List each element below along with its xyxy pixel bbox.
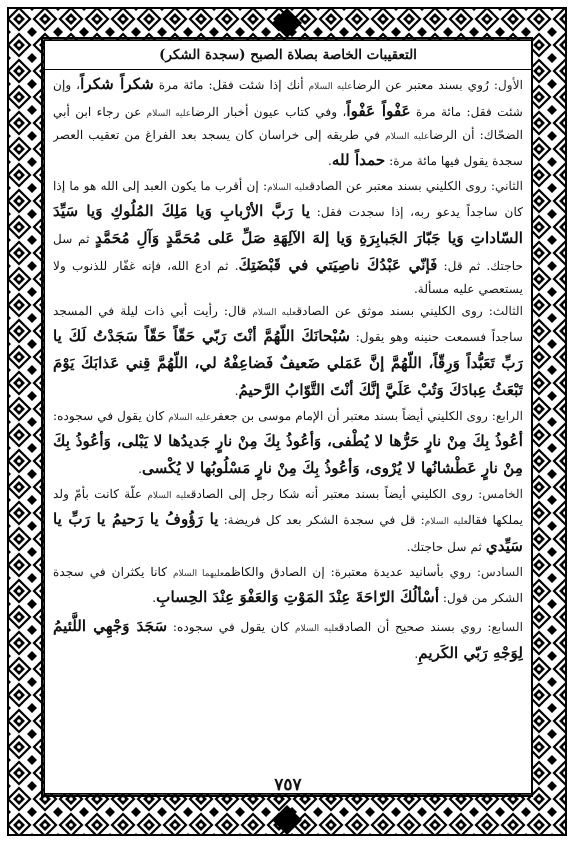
- section-text: عن رجاء ابن أبي الضحّاك: أن الرضا: [53, 105, 523, 142]
- dua-text: يا رَؤُوفُ يا رَحيمُ يا رَبِّ يا سَيِّدي: [53, 510, 523, 555]
- section-text: كانا يكثران في سجدة الشكر من قول:: [53, 565, 523, 605]
- salutation: عليهما السلام: [172, 569, 225, 579]
- dua-text: سُبْحانَكَ اللّهُمَّ أنْتَ رَبّي حَقّاً حَقّاً سَجَدْتُ لَكَ يا رَبِّ تَعَبُّداً وَرِقّاً، اللّهُمَّ إنَّ عَمَلي ضَعيفٌ فَضاعِفْهُ لي، اللّهُمَّ قِني عَذابَكَ يَوْمَ تَبْعَثُ عِبادَكَ وَتُبْ عَلَيَّ إنَّكَ أنْتَ التَّوّابُ الرَّحيمُ: [53, 327, 523, 399]
- dua-text: سَجَدَ وَجْهِي اللَّئيمُ لِوَجْهِ رَبّي الكَريمِ: [53, 617, 523, 662]
- salutation: عليه السلام: [252, 308, 297, 318]
- dua-text: حمداً لله: [331, 151, 386, 169]
- section-text: .: [138, 462, 142, 476]
- page-header: [45, 41, 531, 70]
- section-label: الثاني:: [490, 179, 523, 193]
- section-third: [53, 301, 523, 404]
- section-text: ثم سل حاجتك.: [406, 540, 486, 554]
- section-text: روي بأسانيد عديدة معتبرة: إن الصادق والكاظم: [224, 565, 477, 579]
- section-text: في طريقه إلى خراسان كان يسجد بعد الفراغ من تعقيب العصر سجدة يقول فيها مائة مرة:: [53, 128, 523, 168]
- salutation: عليه السلام: [168, 413, 212, 423]
- section-text: : إن أقرب ما يكون العبد إلى الله هو ما إذا كان ساجداً يدعو ربه، إذا سجدت فقل:: [53, 179, 523, 219]
- salutation: عليه السلام: [147, 491, 191, 501]
- dua-text: أسْألُكَ الرّاحَةَ عِنْدَ المَوْتِ وَالعَفْوَ عِنْدَ الحِسابِ: [156, 588, 440, 606]
- section-text: روى الكليني أيضاً بسند معتبر أنه شكا رجل إلى الصادق: [190, 487, 479, 501]
- dua-text: أعُوذُ بِكَ مِنْ نارٍ حَرُّها لا يُطْفى، وَأعُوذُ بِكَ مِنْ نارٍ جَديدُها لا يَبْلى، وَأعُوذُ بِكَ مِنْ نارٍ عَطْشانُها لا يُرْوى، وَأعُوذُ بِكَ مِنْ نارٍ مَسْلُوبُها لا يُكْسى: [53, 432, 523, 477]
- section-text: روي بسند صحيح أن الصادق: [338, 620, 488, 634]
- section-first: [53, 71, 523, 174]
- section-text: . ثم ادع الله، فإنه غفّار للذنوب ولا يستعصي عليه مسألة.: [53, 259, 523, 296]
- section-fifth: [53, 484, 523, 560]
- salutation: عليه السلام: [424, 517, 468, 527]
- section-fourth: [53, 406, 523, 482]
- section-text: روى الكليني أيضاً بسند معتبر أن الإمام موسى بن جعفر: [211, 409, 492, 423]
- section-text: روى الكليني بسند موثق عن الصادق: [296, 304, 489, 318]
- section-label: الثالث:: [488, 304, 523, 318]
- salutation: عليه السلام: [294, 624, 339, 634]
- section-text: أنك إذا شئت فقل: مائة مرة: [153, 78, 309, 92]
- page-title: التعقيبات الخاصة بصلاة الصبح (سجدة الشكر): [159, 47, 417, 63]
- page-content-area: [44, 40, 532, 794]
- section-text: قال: رأيت أبي ذات ليلة في المسجد ساجداً فسمعت حنينه وهو يقول:: [53, 304, 523, 344]
- section-text: .: [414, 647, 419, 661]
- dua-text: يا رَبَّ الأرْبابِ وَيا مَلِكَ المُلُوكِ وَيا سَيِّدَ السّاداتِ وَيا جَبّارَ الجَبابِرَةِ وَيا إلهَ الآلِهَةِ صَلِّ عَلى مُحَمَّدٍ وَآلِ مُحَمَّدٍ: [53, 202, 523, 247]
- section-seventh: [53, 613, 523, 667]
- section-text: ، وفي كتاب عيون أخبار الرضا: [191, 105, 347, 119]
- section-text: : قل في سجدة الشكر بعد كل فريضة:: [218, 513, 425, 527]
- page-number: [45, 775, 531, 794]
- section-text: كان يقول في سجوده:: [53, 409, 169, 423]
- section-text: علّة كانت بأمّ ولد يملكها فقال: [53, 487, 523, 527]
- section-text: ثم سل حاجتك. ثم قل:: [53, 232, 523, 273]
- dua-text: عَفْواً عَفْواً: [346, 102, 411, 120]
- section-text: ، وإن شئت فقل: مائة مرة: [53, 78, 523, 119]
- dua-text: فَإنّي عَبْدُكَ ناصِيَتي في قَبْضَتِكَ: [238, 256, 438, 274]
- section-label: السادس:: [476, 565, 523, 579]
- section-text: روى الكليني بسند معتبر عن الصادق: [309, 179, 491, 193]
- salutation: عليه السلام: [146, 109, 192, 119]
- section-text: رُوي بسند معتبر عن الرضا: [352, 78, 494, 92]
- section-sixth: [53, 562, 523, 611]
- section-text: .: [327, 154, 332, 168]
- section-text: .: [152, 591, 157, 605]
- section-second: [53, 176, 523, 299]
- section-text: كان يقول في سجوده:: [167, 620, 295, 634]
- salutation: عليه السلام: [267, 183, 310, 193]
- section-label: السابع:: [487, 620, 523, 634]
- section-text: .: [234, 384, 239, 398]
- page-number-text: ٧٥٧: [264, 775, 311, 794]
- salutation: عليه السلام: [308, 82, 353, 92]
- text-body: [53, 71, 523, 775]
- section-label: الخامس:: [478, 487, 523, 501]
- section-label: الرابع:: [491, 409, 523, 423]
- dua-text: شكراً شكراً: [80, 75, 154, 93]
- section-label: الأول:: [493, 78, 523, 92]
- salutation: عليه السلام: [385, 132, 430, 142]
